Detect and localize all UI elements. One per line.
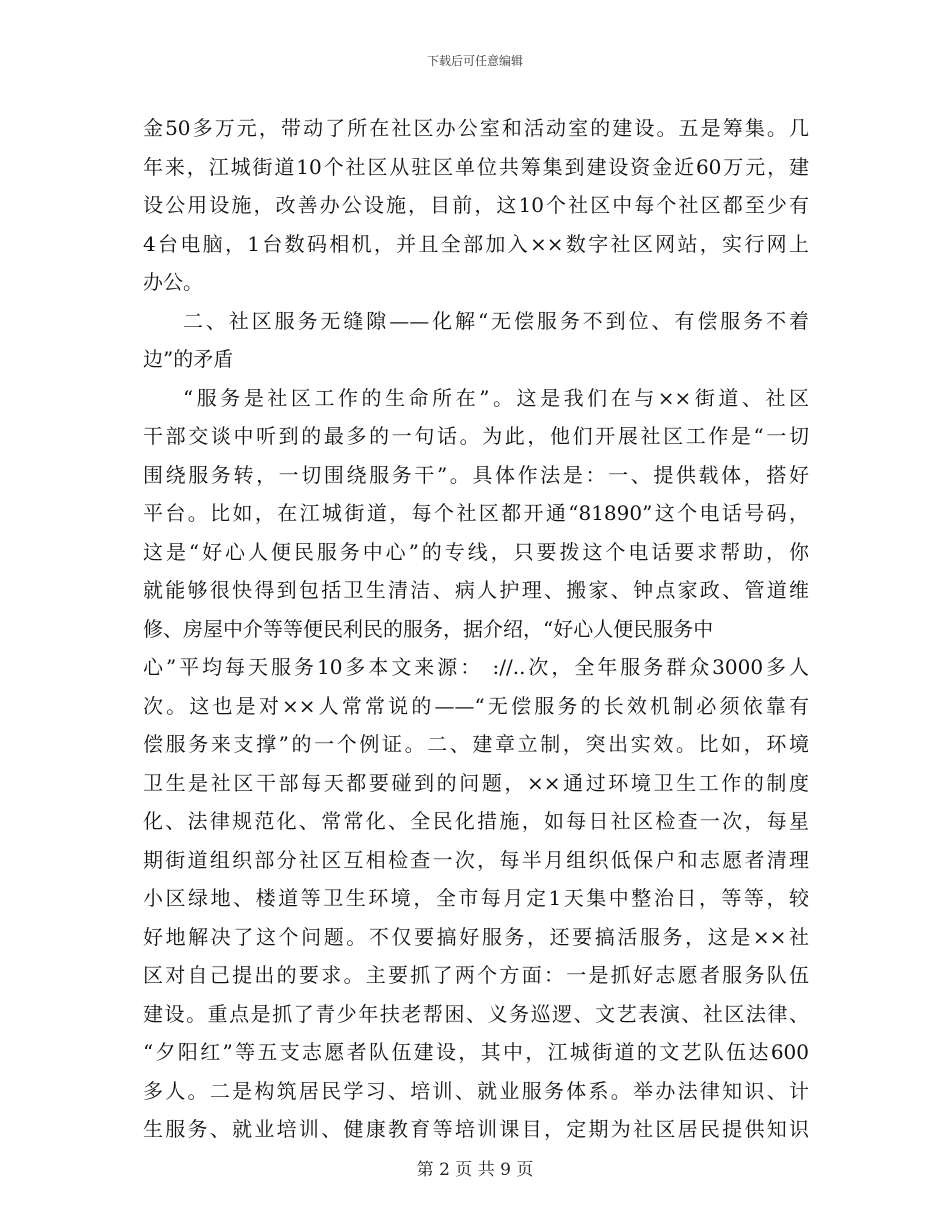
page-footer: 第 2 页 共 9 页	[416, 1160, 534, 1180]
body-text-line: 次。这也是对××人常常说的——“无偿服务的长效机制必须依靠有	[143, 693, 809, 718]
body-text-line: 二、社区服务无缝隙——化解“无偿服务不到位、有偿服务不着	[183, 308, 809, 333]
body-text-line: 这是“好心人便民服务中心”的专线，只要拨这个电话要求帮助，你	[143, 539, 809, 564]
body-text-line: 办公。	[143, 270, 203, 294]
body-text-line: 卫生是社区干部每天都要碰到的问题，××通过环境卫生工作的制度	[143, 770, 809, 795]
body-text-line: 偿服务来支撑”的一个例证。二、建章立制，突出实效。比如，环境	[143, 732, 809, 756]
body-text-line: 4台电脑，1台数码相机，并且全部加入××数字社区网站，实行网上	[143, 231, 809, 256]
body-text-line: 期街道组织部分社区互相检查一次，每半月组织低保户和志愿者清理	[143, 847, 809, 872]
body-text-line: 干部交谈中听到的最多的一句话。为此，他们开展社区工作是“一切	[143, 424, 809, 448]
body-text-line: 多人。二是构筑居民学习、培训、就业服务体系。举办法律知识、计	[143, 1078, 809, 1103]
body-text-line: 设公用设施，改善办公设施，目前，这10个社区中每个社区都至少有	[143, 193, 809, 217]
body-text-line: 修、房屋中介等等便民利民的服务，据介绍，“好心人便民服务中	[143, 616, 714, 641]
body-text-line: 围绕服务转，一切围绕服务干”。具体作法是：一、提供载体，搭好	[143, 462, 809, 487]
document-body	[143, 109, 809, 1149]
body-text-line: 金50多万元，带动了所在社区办公室和活动室的建设。五是筹集。几	[143, 116, 809, 140]
body-text-line: 就能够很快得到包括卫生清洁、病人护理、搬家、钟点家政、管道维	[143, 578, 809, 602]
body-text-line: 好地解决了这个问题。不仅要搞好服务，还要搞活服务，这是××社	[143, 924, 809, 949]
body-text-line: 生服务、就业培训、健康教育等培训课目，定期为社区居民提供知识	[143, 1117, 809, 1141]
body-text-line: “夕阳红”等五支志愿者队伍建设，其中，江城街道的文艺队伍达600	[143, 1040, 809, 1064]
body-text-line: 边”的矛盾	[143, 347, 234, 371]
body-text-line: 区对自己提出的要求。主要抓了两个方面：一是抓好志愿者服务队伍	[143, 963, 809, 987]
body-text-line: 心”平均每天服务10多本文来源： ://..次，全年服务群众3000多人	[143, 655, 809, 679]
page-header: 下载后可任意编辑	[426, 54, 523, 68]
body-text-line: 建设。重点是抓了青少年扶老帮困、义务巡逻、文艺表演、社区法律、	[143, 1001, 809, 1026]
body-text-line: “服务是社区工作的生命所在”。这是我们在与××街道、社区	[183, 385, 809, 410]
body-text-line: 化、法律规范化、常常化、全民化措施，如每日社区检查一次，每星	[143, 809, 809, 833]
body-text-line: 年来，江城街道10个社区从驻区单位共筹集到建设资金近60万元，建	[143, 154, 809, 179]
body-text-line: 平台。比如，在江城街道，每个社区都开通“81890”这个电话号码，	[143, 501, 809, 525]
body-text-line: 小区绿地、楼道等卫生环境，全市每月定1天集中整治日，等等，较	[143, 886, 809, 910]
